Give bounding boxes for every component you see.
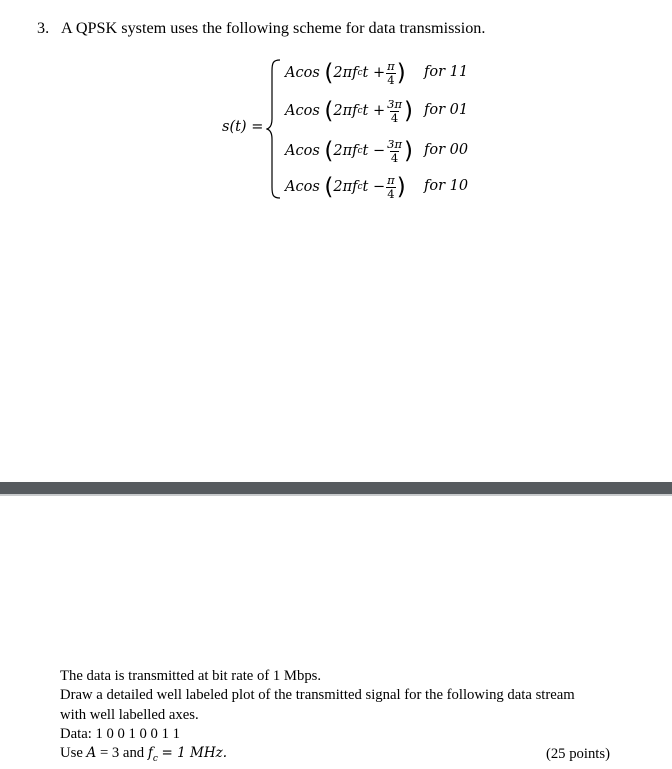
document-page-bottom (0, 496, 672, 767)
problem-statement (60, 667, 575, 769)
document-page-top: 3. A QPSK system uses the following scheme for data transmission. s(t) = Acos ( 2πf c t + $\frac{\pi}{4}$ ) for 11 Acos ( 2πf c t + $\frac{3\pi}{4}$ ) for 01 Acos ( 2πf c t − $\frac{3\pi}{4}$ ) for 00 Acos ( 2πf c t − $\frac{\pi}{4}$ ) for 10 (0, 0, 672, 482)
question-text: A QPSK system uses the following scheme for data transmission. (61, 19, 486, 37)
left-brace (266, 59, 282, 199)
case-condition: for 00 (424, 142, 469, 158)
fraction: $\frac{3\pi}{4}$ (387, 137, 402, 165)
text-line: with well labelled axes. (60, 706, 199, 723)
fraction: $\frac{\pi}{4}$ (387, 59, 395, 87)
case-condition: for 11 (424, 64, 469, 80)
points-label: (25 points) (545, 746, 610, 762)
question-heading (37, 19, 485, 38)
page-divider (0, 482, 672, 494)
data-stream-line: Data: 1 0 0 1 0 0 1 1 (60, 725, 180, 742)
fraction: $\frac{\pi}{4}$ (387, 173, 395, 201)
text-line: Draw a detailed well labeled plot of the transmitted signal for the following data stream (60, 687, 575, 704)
question-number: 3. (37, 19, 50, 37)
equation-lhs: s(t) = (222, 119, 264, 135)
case-condition: for 10 (424, 178, 469, 194)
case-condition: for 01 (424, 102, 469, 118)
parameters-line: Use A = 3 and $f_c = 1$ MHz. (60, 745, 228, 765)
text-line: The data is transmitted at bit rate of 1 Mbps. (60, 668, 322, 684)
fraction: $\frac{3\pi}{4}$ (387, 97, 402, 125)
